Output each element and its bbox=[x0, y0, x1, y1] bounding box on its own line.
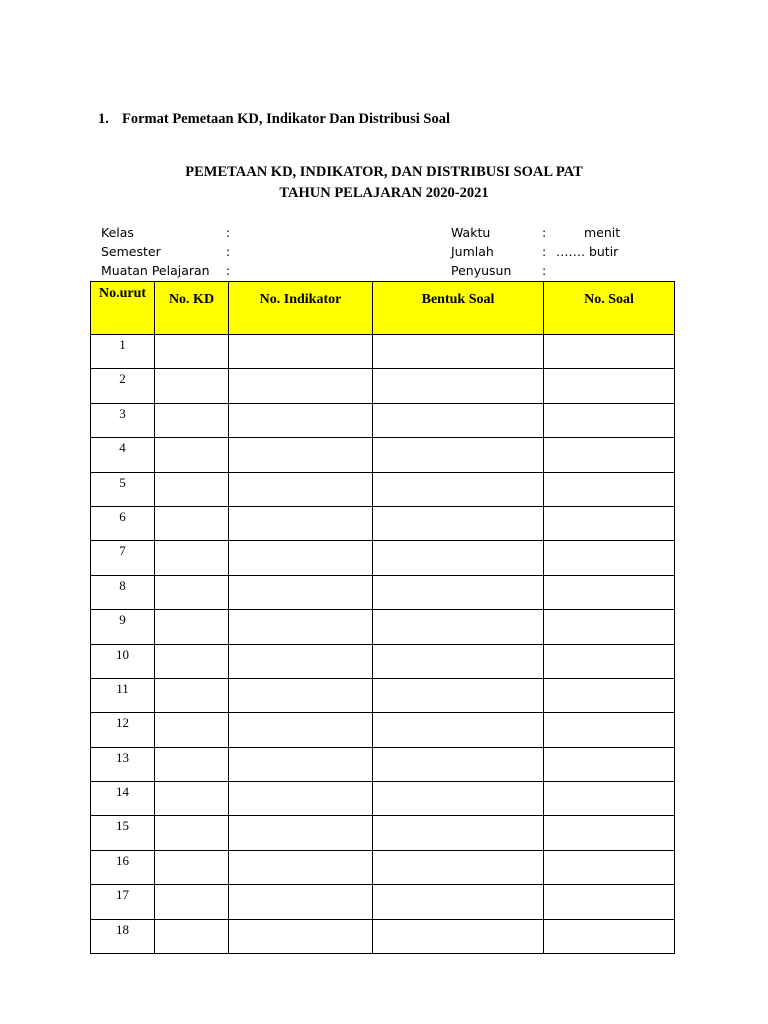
meta-row-jumlah bbox=[451, 242, 620, 261]
no-soal-cell bbox=[544, 678, 675, 712]
kd-cell bbox=[155, 610, 229, 644]
no-soal-cell bbox=[544, 644, 675, 678]
document-subtitle: TAHUN PELAJARAN 2020-2021 bbox=[279, 185, 489, 201]
column-header-no-soal: No. Soal bbox=[544, 282, 675, 335]
no-soal-cell bbox=[544, 747, 675, 781]
indikator-cell bbox=[229, 816, 373, 850]
table-row bbox=[91, 403, 675, 437]
table-row bbox=[91, 747, 675, 781]
section-number: 1. bbox=[98, 111, 109, 127]
bentuk-soal-cell bbox=[373, 885, 544, 919]
row-number-cell: 6 bbox=[91, 506, 155, 540]
bentuk-soal-cell bbox=[373, 506, 544, 540]
row-number-cell: 16 bbox=[91, 850, 155, 884]
no-soal-cell bbox=[544, 850, 675, 884]
kd-cell bbox=[155, 369, 229, 403]
indikator-cell bbox=[229, 369, 373, 403]
row-number-cell: 3 bbox=[91, 403, 155, 437]
no-soal-cell bbox=[544, 919, 675, 953]
table-row bbox=[91, 575, 675, 609]
meta-label: Penyusun bbox=[451, 263, 512, 278]
no-soal-cell bbox=[544, 782, 675, 816]
kd-cell bbox=[155, 472, 229, 506]
no-soal-cell bbox=[544, 335, 675, 369]
indikator-cell bbox=[229, 403, 373, 437]
kd-cell bbox=[155, 506, 229, 540]
meta-value: menit bbox=[584, 225, 621, 240]
column-header-no-kd: No. KD bbox=[155, 282, 229, 335]
no-soal-cell bbox=[544, 575, 675, 609]
meta-row-muatan-pelajaran bbox=[101, 261, 236, 280]
indikator-cell bbox=[229, 610, 373, 644]
indikator-cell bbox=[229, 472, 373, 506]
table-row bbox=[91, 678, 675, 712]
bentuk-soal-cell bbox=[373, 919, 544, 953]
indikator-cell bbox=[229, 919, 373, 953]
bentuk-soal-cell bbox=[373, 850, 544, 884]
no-soal-cell bbox=[544, 369, 675, 403]
row-number-cell: 14 bbox=[91, 782, 155, 816]
indikator-cell bbox=[229, 575, 373, 609]
indikator-cell bbox=[229, 747, 373, 781]
meta-label: Semester bbox=[101, 244, 161, 259]
meta-colon: : bbox=[542, 244, 547, 259]
meta-right-block bbox=[451, 223, 620, 280]
table-row bbox=[91, 506, 675, 540]
row-number-cell: 18 bbox=[91, 919, 155, 953]
no-soal-cell bbox=[544, 541, 675, 575]
table-row bbox=[91, 816, 675, 850]
kd-cell bbox=[155, 782, 229, 816]
table-row bbox=[91, 438, 675, 472]
row-number-cell: 2 bbox=[91, 369, 155, 403]
bentuk-soal-cell bbox=[373, 610, 544, 644]
bentuk-soal-cell bbox=[373, 438, 544, 472]
meta-row-waktu bbox=[451, 223, 620, 242]
indikator-cell bbox=[229, 541, 373, 575]
meta-value: ……. butir bbox=[556, 244, 619, 259]
row-number-cell: 5 bbox=[91, 472, 155, 506]
kd-cell bbox=[155, 335, 229, 369]
bentuk-soal-cell bbox=[373, 575, 544, 609]
bentuk-soal-cell bbox=[373, 713, 544, 747]
row-number-cell: 4 bbox=[91, 438, 155, 472]
no-soal-cell bbox=[544, 472, 675, 506]
bentuk-soal-cell bbox=[373, 403, 544, 437]
table-row bbox=[91, 610, 675, 644]
table-header-row bbox=[91, 282, 675, 335]
table-row bbox=[91, 541, 675, 575]
row-number-cell: 1 bbox=[91, 335, 155, 369]
meta-label: Waktu bbox=[451, 225, 491, 240]
meta-left-block bbox=[101, 223, 236, 280]
table-row bbox=[91, 713, 675, 747]
row-number-cell: 9 bbox=[91, 610, 155, 644]
row-number-cell: 15 bbox=[91, 816, 155, 850]
kd-cell bbox=[155, 644, 229, 678]
bentuk-soal-cell bbox=[373, 472, 544, 506]
table-row bbox=[91, 369, 675, 403]
indikator-cell bbox=[229, 335, 373, 369]
indikator-cell bbox=[229, 644, 373, 678]
meta-colon: : bbox=[226, 225, 231, 240]
row-number-cell: 13 bbox=[91, 747, 155, 781]
row-number-cell: 7 bbox=[91, 541, 155, 575]
no-soal-cell bbox=[544, 438, 675, 472]
meta-row-penyusun bbox=[451, 261, 620, 280]
indikator-cell bbox=[229, 885, 373, 919]
no-soal-cell bbox=[544, 403, 675, 437]
kd-cell bbox=[155, 919, 229, 953]
section-heading bbox=[98, 111, 450, 128]
table-row bbox=[91, 472, 675, 506]
no-soal-cell bbox=[544, 885, 675, 919]
row-number-cell: 10 bbox=[91, 644, 155, 678]
meta-colon: : bbox=[542, 225, 547, 240]
table-body bbox=[91, 335, 675, 954]
table-row bbox=[91, 335, 675, 369]
kd-cell bbox=[155, 678, 229, 712]
bentuk-soal-cell bbox=[373, 335, 544, 369]
meta-label: Kelas bbox=[101, 225, 134, 240]
table-row bbox=[91, 782, 675, 816]
row-number-cell: 17 bbox=[91, 885, 155, 919]
kd-cell bbox=[155, 575, 229, 609]
no-soal-cell bbox=[544, 816, 675, 850]
mapping-table bbox=[90, 281, 675, 954]
column-header-no-urut: No.urut bbox=[91, 282, 155, 335]
column-header-no-indikator: No. Indikator bbox=[229, 282, 373, 335]
indikator-cell bbox=[229, 678, 373, 712]
indikator-cell bbox=[229, 438, 373, 472]
kd-cell bbox=[155, 713, 229, 747]
meta-label: Jumlah bbox=[451, 244, 494, 259]
section-heading-text: Format Pemetaan KD, Indikator Dan Distribusi Soal bbox=[122, 111, 451, 127]
table-row bbox=[91, 644, 675, 678]
row-number-cell: 8 bbox=[91, 575, 155, 609]
bentuk-soal-cell bbox=[373, 369, 544, 403]
bentuk-soal-cell bbox=[373, 747, 544, 781]
bentuk-soal-cell bbox=[373, 816, 544, 850]
kd-cell bbox=[155, 438, 229, 472]
document-title: PEMETAAN KD, INDIKATOR, DAN DISTRIBUSI SOAL PAT bbox=[185, 164, 583, 180]
indikator-cell bbox=[229, 713, 373, 747]
no-soal-cell bbox=[544, 506, 675, 540]
kd-cell bbox=[155, 816, 229, 850]
indikator-cell bbox=[229, 850, 373, 884]
table-row bbox=[91, 850, 675, 884]
row-number-cell: 11 bbox=[91, 678, 155, 712]
bentuk-soal-cell bbox=[373, 678, 544, 712]
meta-value bbox=[552, 261, 556, 280]
meta-colon: : bbox=[226, 263, 231, 278]
no-soal-cell bbox=[544, 610, 675, 644]
meta-colon: : bbox=[226, 244, 231, 259]
bentuk-soal-cell bbox=[373, 644, 544, 678]
meta-row-kelas bbox=[101, 223, 236, 242]
table-row bbox=[91, 919, 675, 953]
kd-cell bbox=[155, 885, 229, 919]
meta-label: Muatan Pelajaran bbox=[101, 263, 210, 278]
column-header-bentuk-soal: Bentuk Soal bbox=[373, 282, 544, 335]
meta-colon: : bbox=[542, 263, 547, 278]
kd-cell bbox=[155, 403, 229, 437]
kd-cell bbox=[155, 850, 229, 884]
indikator-cell bbox=[229, 506, 373, 540]
kd-cell bbox=[155, 541, 229, 575]
meta-row-semester bbox=[101, 242, 236, 261]
no-soal-cell bbox=[544, 713, 675, 747]
table-row bbox=[91, 885, 675, 919]
row-number-cell: 12 bbox=[91, 713, 155, 747]
indikator-cell bbox=[229, 782, 373, 816]
bentuk-soal-cell bbox=[373, 782, 544, 816]
bentuk-soal-cell bbox=[373, 541, 544, 575]
kd-cell bbox=[155, 747, 229, 781]
